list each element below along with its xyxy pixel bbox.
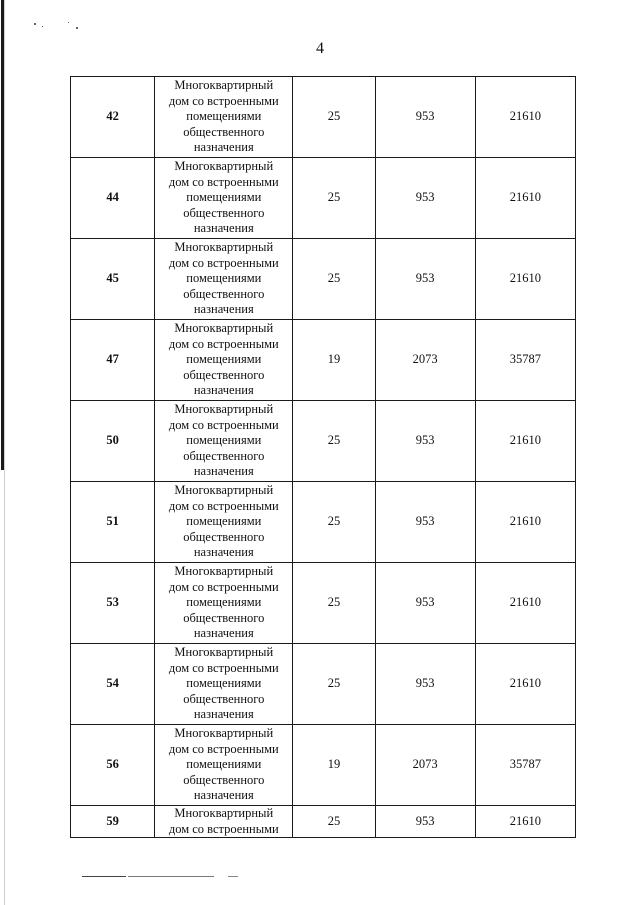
- description-line: назначения: [193, 626, 254, 641]
- value-cell-a: 25: [293, 77, 375, 158]
- value-cell-c: 21610: [475, 77, 575, 158]
- description-line: общественного: [183, 124, 265, 139]
- description-line: назначения: [193, 140, 254, 155]
- table-row: [71, 725, 576, 806]
- description-line: дом со встроенными: [168, 741, 279, 756]
- description-line: Многоквартирный: [174, 402, 274, 417]
- scan-specks: [34, 20, 94, 32]
- description-line: помещениями: [186, 595, 262, 610]
- value-cell-b: 953: [375, 563, 475, 644]
- value-cell-b: 2073: [375, 320, 475, 401]
- description-cell: [155, 320, 293, 401]
- description-line: назначения: [193, 221, 254, 236]
- row-number-cell: 45: [71, 239, 155, 320]
- table-row: [71, 239, 576, 320]
- table-row: [71, 401, 576, 482]
- table-body: [71, 77, 576, 838]
- description-line: Многоквартирный: [174, 806, 274, 820]
- value-cell-a: 19: [293, 320, 375, 401]
- table-row: [71, 158, 576, 239]
- description-line: помещениями: [186, 190, 262, 205]
- row-number-cell: 47: [71, 320, 155, 401]
- row-number-cell: 56: [71, 725, 155, 806]
- description-line: назначения: [193, 383, 254, 398]
- description-line: дом со встроенными: [168, 336, 279, 351]
- description-line: назначения: [193, 302, 254, 317]
- value-cell-a: 25: [293, 401, 375, 482]
- table-row: [71, 644, 576, 725]
- row-number-cell: 50: [71, 401, 155, 482]
- row-number-cell: 44: [71, 158, 155, 239]
- description-line: общественного: [183, 367, 265, 382]
- description-line: назначения: [193, 545, 254, 560]
- description-cell: [155, 401, 293, 482]
- description-line: Многоквартирный: [174, 240, 274, 255]
- value-cell-a: 25: [293, 644, 375, 725]
- footer-rule: [228, 876, 238, 877]
- description-line: назначения: [193, 707, 254, 722]
- description-line: общественного: [183, 610, 265, 625]
- description-cell: [155, 644, 293, 725]
- value-cell-a: 25: [293, 563, 375, 644]
- description-line: Многоквартирный: [174, 321, 274, 336]
- description-line: назначения: [193, 788, 254, 803]
- value-cell-b: 953: [375, 644, 475, 725]
- value-cell-c: 21610: [475, 401, 575, 482]
- description-line: общественного: [183, 772, 265, 787]
- description-line: Многоквартирный: [174, 564, 274, 579]
- description-line: общественного: [183, 205, 265, 220]
- row-number-cell: 42: [71, 77, 155, 158]
- value-cell-c: 21610: [475, 482, 575, 563]
- value-cell-c: 21610: [475, 644, 575, 725]
- description-line: дом со встроенными: [168, 174, 279, 189]
- value-cell-b: 953: [375, 806, 475, 838]
- row-number-cell: 53: [71, 563, 155, 644]
- description-cell: [155, 158, 293, 239]
- description-line: Многоквартирный: [174, 159, 274, 174]
- description-line: Многоквартирный: [174, 78, 274, 93]
- description-line: общественного: [183, 529, 265, 544]
- row-number-cell: 51: [71, 482, 155, 563]
- value-cell-b: 953: [375, 401, 475, 482]
- description-line: назначения: [193, 464, 254, 479]
- description-line: общественного: [183, 286, 265, 301]
- description-line: общественного: [183, 691, 265, 706]
- value-cell-c: 21610: [475, 239, 575, 320]
- description-cell: [155, 77, 293, 158]
- value-cell-b: 953: [375, 239, 475, 320]
- value-cell-a: 19: [293, 725, 375, 806]
- description-cell: [155, 725, 293, 806]
- description-line: дом со встроенными: [168, 579, 279, 594]
- value-cell-b: 953: [375, 482, 475, 563]
- description-line: дом со встроенными: [168, 498, 279, 513]
- page-number: 4: [316, 40, 324, 57]
- row-number-cell: 59: [71, 806, 155, 838]
- value-cell-a: 25: [293, 806, 375, 838]
- description-line: дом со встроенными: [168, 255, 279, 270]
- footer-rule: [128, 876, 214, 877]
- table-row: [71, 77, 576, 158]
- description-line: дом со встроенными: [168, 93, 279, 108]
- value-cell-a: 25: [293, 482, 375, 563]
- value-cell-c: 35787: [475, 725, 575, 806]
- value-cell-a: 25: [293, 239, 375, 320]
- table-row: [71, 806, 576, 838]
- description-line: помещениями: [186, 676, 262, 691]
- description-line: дом со встроенными: [168, 821, 279, 836]
- description-line: помещениями: [186, 433, 262, 448]
- description-line: помещениями: [186, 514, 262, 529]
- value-cell-b: 2073: [375, 725, 475, 806]
- value-cell-c: 21610: [475, 563, 575, 644]
- description-line: помещениями: [186, 109, 262, 124]
- description-line: помещениями: [186, 271, 262, 286]
- value-cell-c: 21610: [475, 158, 575, 239]
- value-cell-c: 35787: [475, 320, 575, 401]
- description-line: дом со встроенными: [168, 660, 279, 675]
- description-line: помещениями: [186, 757, 262, 772]
- description-line: помещениями: [186, 352, 262, 367]
- value-cell-b: 953: [375, 77, 475, 158]
- value-cell-c: 21610: [475, 806, 575, 838]
- table-row: [71, 563, 576, 644]
- value-cell-b: 953: [375, 158, 475, 239]
- value-cell-a: 25: [293, 158, 375, 239]
- scan-edge-line: [4, 0, 5, 905]
- description-line: общественного: [183, 448, 265, 463]
- footer-rule: [82, 876, 126, 877]
- data-table: [70, 76, 576, 838]
- description-line: Многоквартирный: [174, 645, 274, 660]
- table-row: [71, 482, 576, 563]
- description-line: дом со встроенными: [168, 417, 279, 432]
- description-cell: [155, 482, 293, 563]
- table-row: [71, 320, 576, 401]
- row-number-cell: 54: [71, 644, 155, 725]
- description-line: Многоквартирный: [174, 483, 274, 498]
- description-cell: [155, 806, 293, 838]
- description-cell: [155, 563, 293, 644]
- description-cell: [155, 239, 293, 320]
- description-line: Многоквартирный: [174, 726, 274, 741]
